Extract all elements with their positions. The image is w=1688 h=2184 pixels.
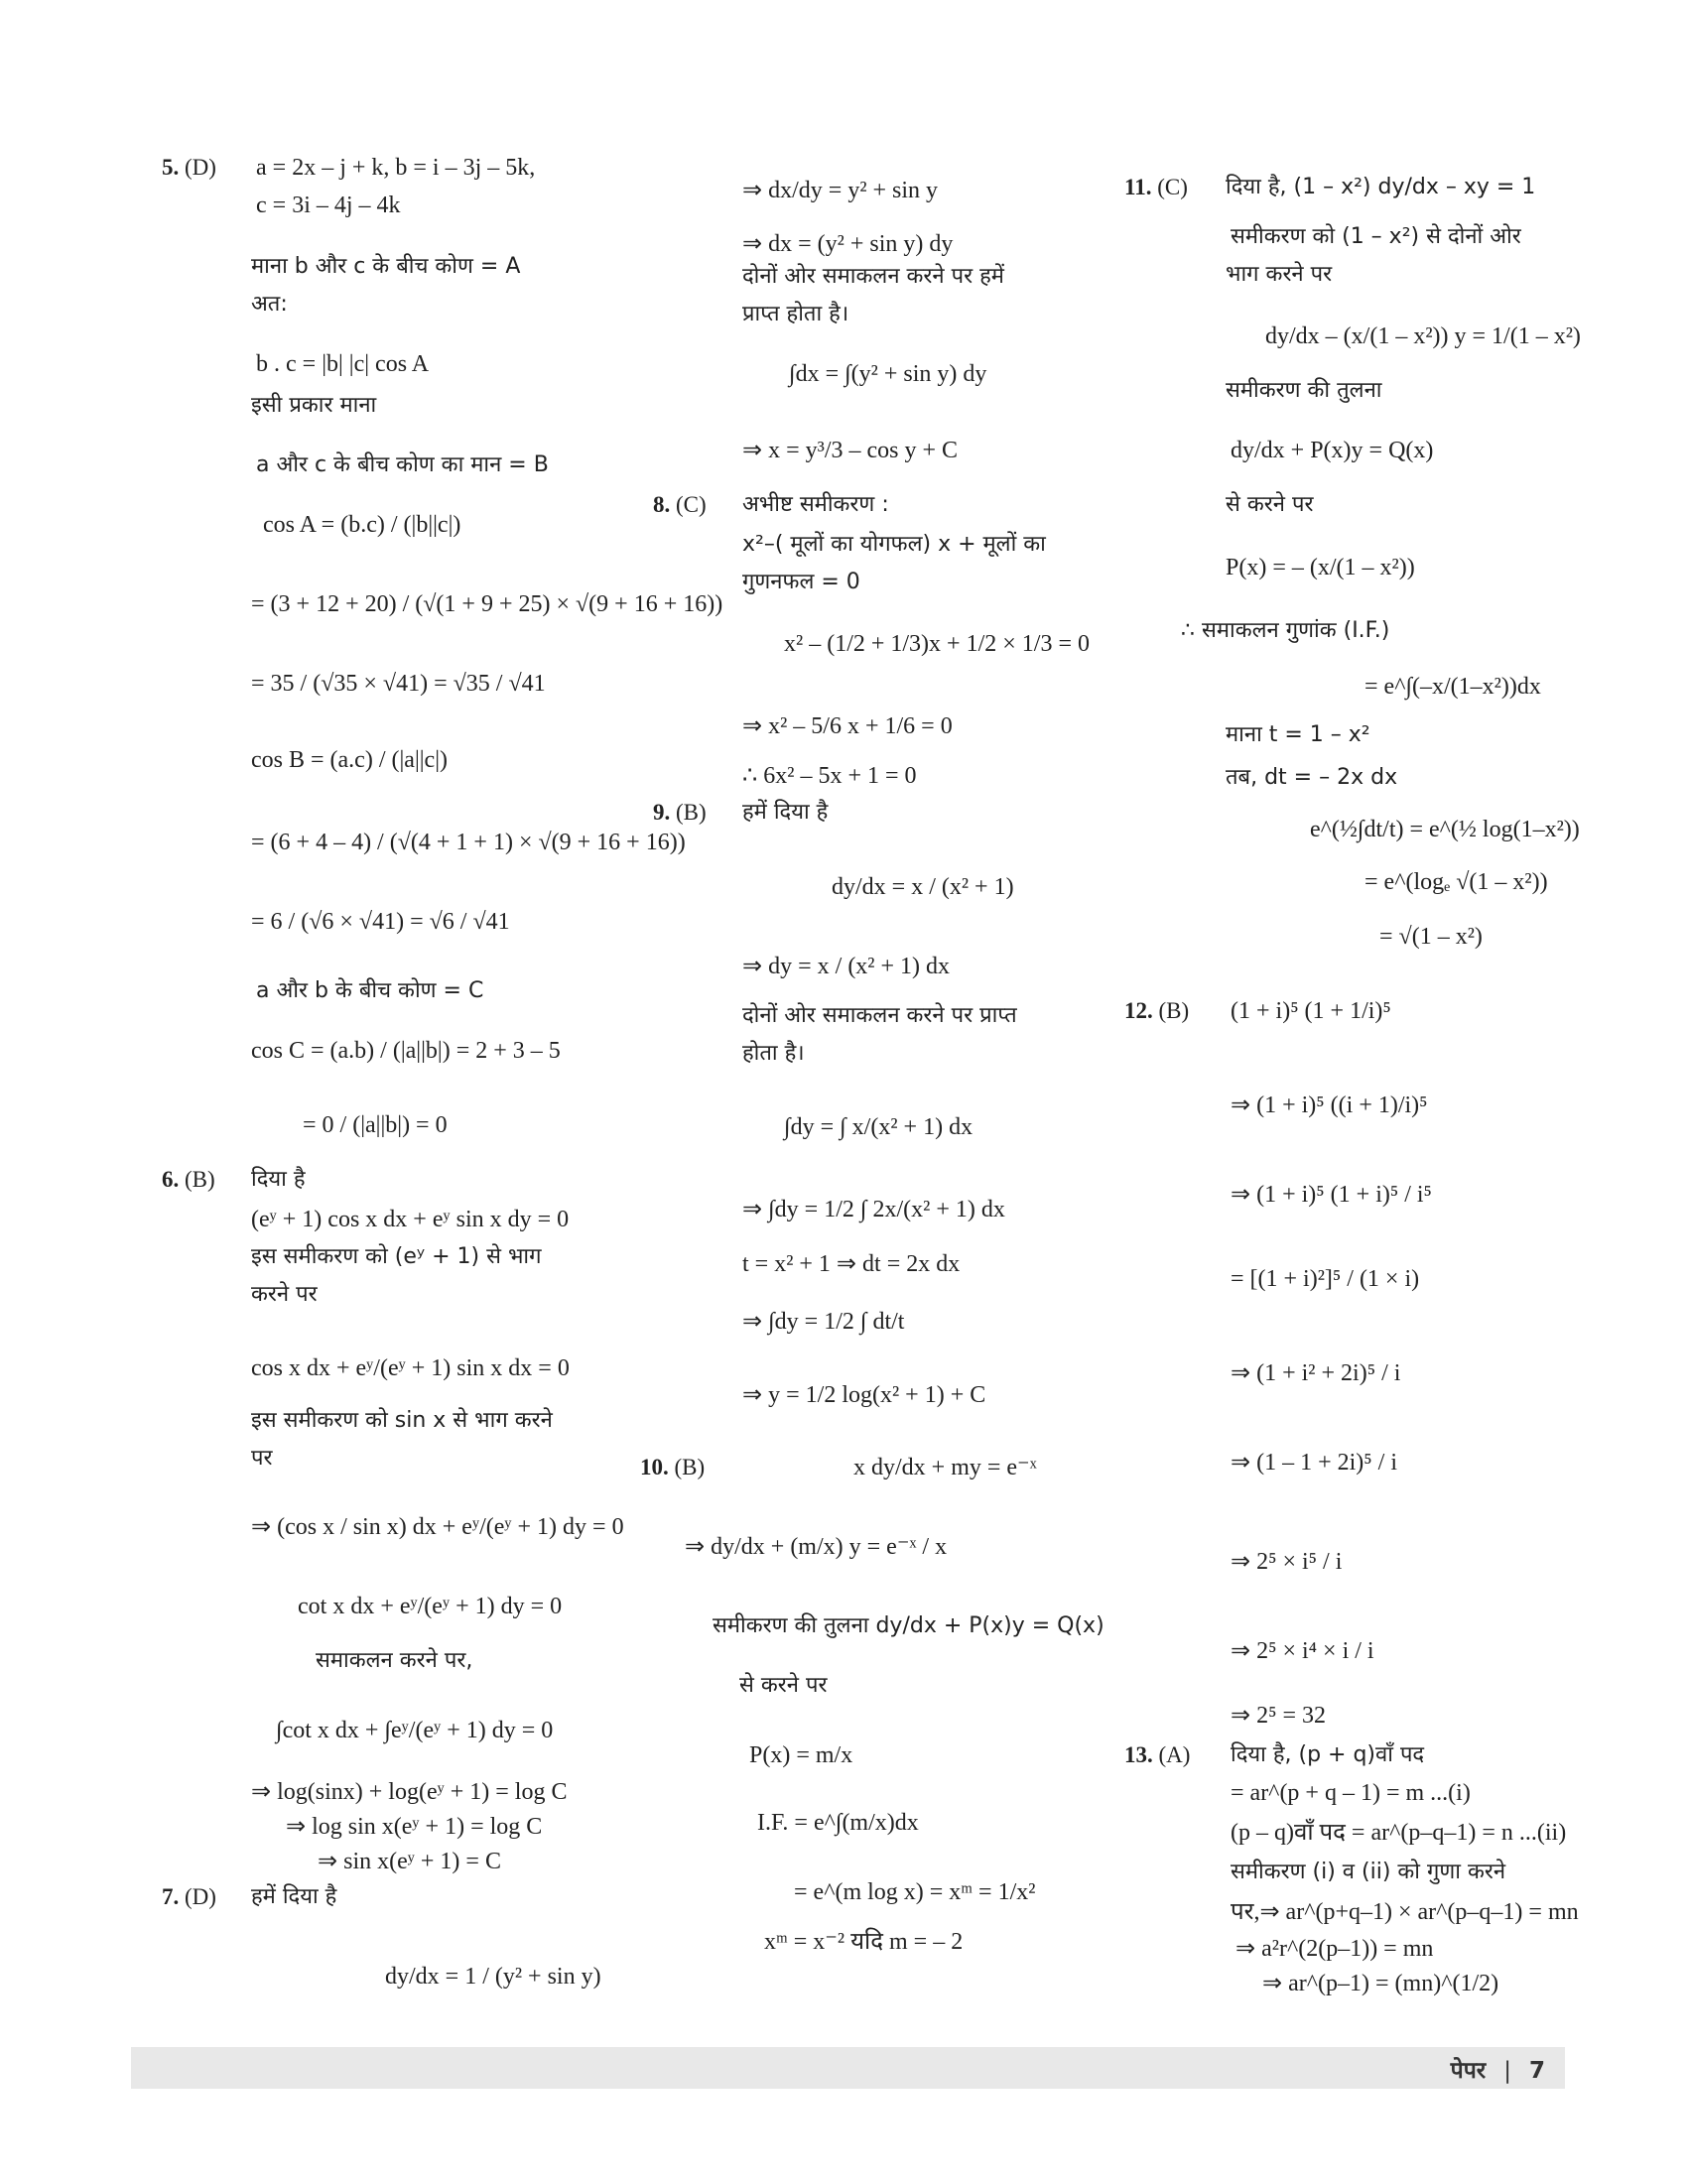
text-line: से करने पर: [739, 1673, 828, 1698]
text-line: इस समीकरण को (eʸ + 1) से भाग: [251, 1244, 542, 1269]
text-line: a और b के बीच कोण = C: [256, 978, 484, 1003]
equation: ⇒ log(sinx) + log(eʸ + 1) = log C: [251, 1779, 568, 1805]
equation: ∫dy = ∫ x/(x² + 1) dx: [784, 1114, 974, 1140]
equation: ⇒ (1 – 1 + 2i)⁵ / i: [1231, 1450, 1397, 1476]
equation: dy/dx = 1 / (y² + sin y): [385, 1964, 601, 1990]
text-line: प्राप्त होता है।: [742, 302, 849, 326]
question-number: 13. (A): [1124, 1742, 1191, 1767]
equation: ⇒ (1 + i)⁵ ((i + 1)/i)⁵: [1231, 1092, 1428, 1118]
text-line: दिया है, (p + q)वाँ पद: [1231, 1742, 1425, 1767]
equation: x dy/dx + my = e⁻ˣ: [853, 1455, 1037, 1480]
equation: ⇒ x = y³/3 – cos y + C: [742, 438, 959, 463]
page-number: 7: [1528, 2058, 1545, 2084]
equation: ⇒ ∫dy = 1/2 ∫ dt/t: [742, 1309, 905, 1335]
equation: (eʸ + 1) cos x dx + eʸ sin x dy = 0: [251, 1207, 570, 1232]
text-line: समीकरण की तुलना dy/dx + P(x)y = Q(x): [713, 1613, 1104, 1638]
equation: ∴ 6x² – 5x + 1 = 0: [742, 763, 917, 789]
question-number: 7. (D): [162, 1884, 216, 1909]
equation: (p – q)वाँ पद = ar^(p–q–1) = n ...(ii): [1231, 1820, 1567, 1846]
equation: ∫cot x dx + ∫eʸ/(eʸ + 1) dy = 0: [276, 1718, 554, 1743]
equation: xᵐ = x⁻² यदि m = – 2: [764, 1929, 964, 1955]
text-line: हमें दिया है: [251, 1884, 337, 1909]
equation: = ar^(p + q – 1) = m ...(i): [1231, 1780, 1471, 1806]
text-line: इसी प्रकार माना: [251, 393, 377, 418]
text-line: a और c के बीच कोण का मान = B: [256, 452, 549, 477]
text-line: दिया है, (1 – x²) dy/dx – xy = 1: [1226, 175, 1536, 199]
equation: b . c = |b| |c| cos A: [256, 351, 430, 377]
equation: dy/dx + P(x)y = Q(x): [1231, 438, 1434, 463]
text-line: c = 3i – 4j – 4k: [256, 193, 401, 218]
text-line: दोनों ओर समाकलन करने पर प्राप्त: [742, 1003, 1017, 1028]
text-line: दोनों ओर समाकलन करने पर हमें: [742, 264, 1004, 289]
text-line: हमें दिया है: [742, 800, 829, 825]
text-line: गुणनफल = 0: [742, 570, 860, 594]
question-number: 9. (B): [653, 800, 707, 825]
equation: = 35 / (√35 × √41) = √35 / √41: [251, 671, 546, 697]
footer-label: [1451, 2053, 1545, 2085]
text-line: x²–( मूलों का योगफल) x + मूलों का: [742, 532, 1046, 557]
equation: = e^(logₑ √(1 – x²)): [1364, 869, 1548, 895]
equation: ⇒ dy/dx + (m/x) y = e⁻ˣ / x: [685, 1534, 948, 1560]
equation: = e^∫(–x/(1–x²))dx: [1364, 674, 1541, 700]
question-number: 12. (B): [1124, 998, 1190, 1023]
equation: ⇒ 2⁵ × i⁴ × i / i: [1231, 1638, 1374, 1664]
text-line: समाकलन करने पर,: [316, 1648, 473, 1673]
equation: P(x) = – (x/(1 – x²)): [1226, 555, 1415, 580]
equation: x² – (1/2 + 1/3)x + 1/2 × 1/3 = 0: [784, 631, 1090, 657]
equation: cos A = (b.c) / (|b||c|): [263, 512, 461, 538]
question-number: 10. (B): [640, 1455, 706, 1479]
equation: ⇒ log sin x(eʸ + 1) = log C: [286, 1814, 543, 1840]
footer-separator: |: [1503, 2058, 1511, 2084]
text-line: करने पर: [251, 1282, 318, 1307]
text-line: a = 2x – j + k, b = i – 3j – 5k,: [256, 155, 536, 181]
text-line: से करने पर: [1226, 492, 1314, 517]
equation: ⇒ y = 1/2 log(x² + 1) + C: [742, 1382, 986, 1408]
equation: ⇒ x² – 5/6 x + 1/6 = 0: [742, 713, 953, 739]
equation: = 0 / (|a||b|) = 0: [303, 1112, 448, 1138]
text-line: ∴ समाकलन गुणांक (I.F.): [1181, 618, 1390, 643]
equation: = 6 / (√6 × √41) = √6 / √41: [251, 909, 510, 935]
text-line: समीकरण को (1 – x²) से दोनों ओर: [1231, 224, 1521, 249]
equation: ⇒ dx = (y² + sin y) dy: [742, 231, 954, 257]
equation: P(x) = m/x: [749, 1742, 853, 1768]
equation: dy/dx – (x/(1 – x²)) y = 1/(1 – x²): [1265, 323, 1581, 349]
equation: dy/dx = x / (x² + 1): [832, 874, 1014, 900]
equation: ⇒ (cos x / sin x) dx + eʸ/(eʸ + 1) dy = 0: [251, 1514, 624, 1540]
text-line: माना b और c के बीच कोण = A: [251, 254, 521, 279]
equation: = √(1 – x²): [1379, 924, 1483, 950]
text-line: अभीष्ट समीकरण :: [742, 492, 889, 517]
equation: cot x dx + eʸ/(eʸ + 1) dy = 0: [298, 1594, 563, 1619]
equation: ⇒ ar^(p–1) = (mn)^(1/2): [1262, 1971, 1499, 1996]
equation: ⇒ a²r^(2(p–1)) = mn: [1235, 1936, 1434, 1962]
equation: ⇒ (1 + i)⁵ (1 + i)⁵ / i⁵: [1231, 1182, 1432, 1208]
equation: ∫dx = ∫(y² + sin y) dy: [789, 361, 987, 387]
equation: ⇒ ∫dy = 1/2 ∫ 2x/(x² + 1) dx: [742, 1197, 1005, 1222]
equation: = (3 + 12 + 20) / (√(1 + 9 + 25) × √(9 + 16 + 16)): [251, 591, 723, 617]
question-number: 6. (B): [162, 1167, 215, 1192]
equation: cos x dx + eʸ/(eʸ + 1) sin x dx = 0: [251, 1355, 570, 1381]
text-line: समीकरण (i) व (ii) को गुणा करने: [1231, 1860, 1506, 1884]
equation: t = x² + 1 ⇒ dt = 2x dx: [742, 1251, 961, 1277]
equation: ⇒ 2⁵ × i⁵ / i: [1231, 1549, 1343, 1575]
equation: cos B = (a.c) / (|a||c|): [251, 747, 448, 773]
text-line: दिया है: [251, 1167, 306, 1192]
equation: = (6 + 4 – 4) / (√(4 + 1 + 1) × √(9 + 16 + 16)): [251, 830, 686, 855]
equation: cos C = (a.b) / (|a||b|) = 2 + 3 – 5: [251, 1038, 561, 1064]
page-footer: [131, 2047, 1565, 2089]
equation: ⇒ dy = x / (x² + 1) dx: [742, 954, 951, 979]
equation: ⇒ (1 + i² + 2i)⁵ / i: [1231, 1360, 1401, 1386]
text-line: तब, dt = – 2x dx: [1226, 765, 1398, 790]
equation: e^(½∫dt/t) = e^(½ log(1–x²)): [1310, 817, 1580, 842]
text-line: पर: [251, 1446, 273, 1471]
text-line: अत:: [251, 292, 288, 317]
equation: (1 + i)⁵ (1 + 1/i)⁵: [1231, 998, 1391, 1024]
question-number: 8. (C): [653, 492, 707, 517]
equation: I.F. = e^∫(m/x)dx: [757, 1810, 919, 1836]
equation: = e^(m log x) = xᵐ = 1/x²: [794, 1879, 1036, 1905]
footer-title: पेपर: [1450, 2058, 1487, 2084]
text-line: इस समीकरण को sin x से भाग करने: [251, 1408, 553, 1433]
text-line: समीकरण की तुलना: [1226, 378, 1382, 403]
equation: पर,⇒ ar^(p+q–1) × ar^(p–q–1) = mn: [1231, 1899, 1579, 1925]
equation: = [(1 + i)²]⁵ / (1 × i): [1231, 1266, 1420, 1292]
question-number: 11. (C): [1124, 175, 1188, 199]
text-line: होता है।: [742, 1041, 805, 1066]
equation: ⇒ dx/dy = y² + sin y: [742, 178, 939, 203]
equation: ⇒ 2⁵ = 32: [1231, 1703, 1327, 1729]
equation: ⇒ sin x(eʸ + 1) = C: [318, 1849, 501, 1874]
text-line: माना t = 1 – x²: [1226, 722, 1370, 747]
question-number: 5. (D): [162, 155, 216, 180]
text-line: भाग करने पर: [1226, 262, 1333, 287]
